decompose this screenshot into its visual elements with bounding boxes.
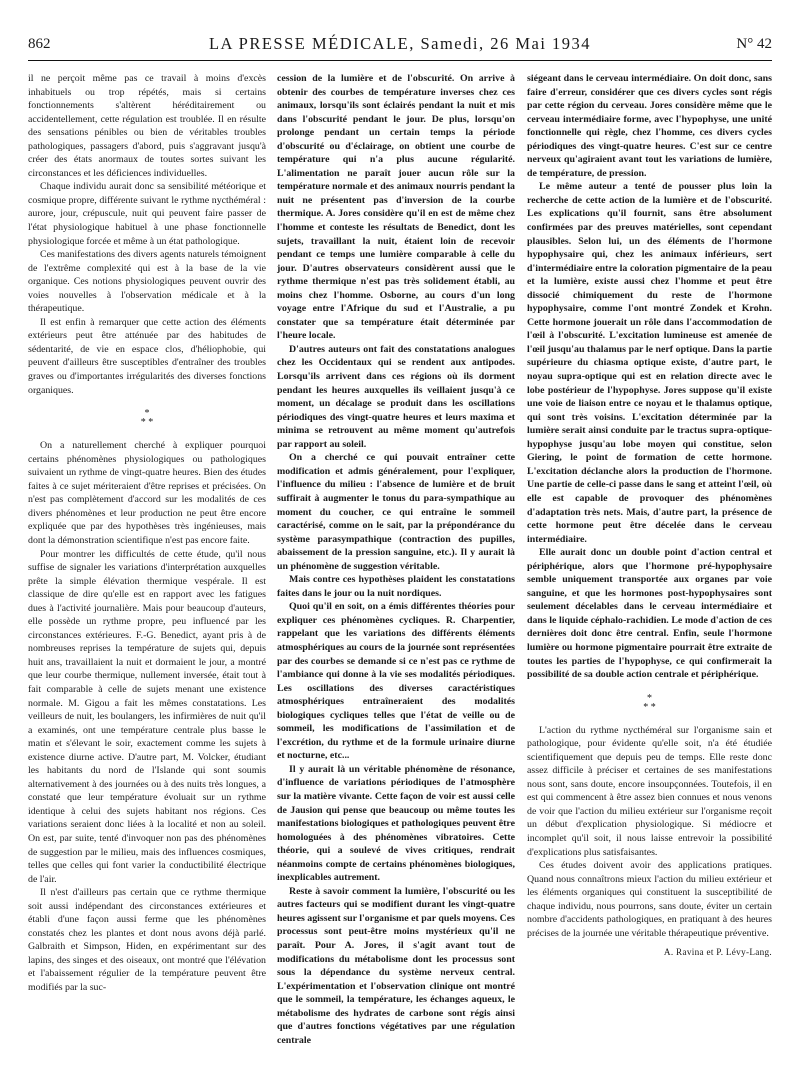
paragraph: On a cherché ce qui pouvait entraîner cette modification et admis généralement, pour l'expliquer, l'influence du milieu : l'absence de lumière et de bruit suffirait à augmenter le tonus du para-sympathique au moment du coucher, ce qui entraîne le sommeil caractérisé, comme on le sait, par la prépondérance du système parasympathique (contraction des pupilles, abaissement de la pression sanguine, etc.). Il y aurait là un phénomène de suggestion véritable. bbox=[277, 452, 515, 572]
paragraph: Ces manifestations des divers agents naturels témoignent de l'extrême complexité qui est à la base de la vie organique. Ces notions physiologiques peuvent ouvrir des voies nouvelles à l'observation médicale et à la thérapeutique. bbox=[28, 249, 266, 315]
section-separator bbox=[28, 409, 266, 427]
paragraph-start: Le même auteur a tenté de pousser plus loin la recherche de cette action de la lumière et de l'obscurité. bbox=[527, 181, 772, 206]
paragraph bbox=[527, 180, 772, 546]
paragraph: il ne perçoit même pas ce travail à moins d'excès inhabituels ou trop répétés, mais si certains fonctionnements s'altèrent héréditairement ou accidentellement, cette régulation est troublée. Il en résulte des sensations pénibles ou bien de véritables troubles pathologiques, passagers d'abord, puis s'aggravant jusqu'à créer des états anormaux de toutes sortes suivant les circonstances et les déficiences individuelles. bbox=[28, 73, 266, 179]
paragraph-rest: On arrive à obtenir des courbes de température inverses chez ces animaux, lorsqu'ils sont éclairés pendant la nuit et mis dans l'obscurité pendant le jour. De plus, lorsqu'on prolonge pendant un certain temps la période d'obscurité ou d'éclairage, on obtient une courbe de température qui n'a plus aucune régularité. L'alimentation ne paraît jouer aucun rôle sur la température normale et des animaux nourris pendant la nuit ne présentent pas d'inversion de la courbe thermique. A. Jores considère qu'il en est de même chez l'homme et conteste les résultats de Benedict, dont les sujets, travaillant la nuit, étaient loin de recevoir pendant ce temps une lumière comparable à celle du jour. D'autres observateurs considèrent aussi que le rythme thermique n'est pas très solidement établi, au moins chez l'homme. Osborne, au cours d'un long voyage entre l'Afrique du sud et l'Australie, a pu constater que sa température était déterminée par l'heure locale. bbox=[277, 73, 515, 342]
paragraph: siégeant dans le cerveau intermédiaire. On doit donc, sans faire d'erreur, considérer que ces divers cycles sont régis par cette région du cerveau. Jores considère même que le cerveau intermédiaire forme, avec l'hypophyse, une unité fonctionnelle qui règle, chez l'homme, ces divers cycles périodiques des vingt-quatre heures. C'est sur ce centre nerveux qu'agiraient avant tout les variations de lumière, de température, de pression. bbox=[527, 73, 772, 179]
paragraph: Ces études doivent avoir des applications pratiques. Quand nous connaîtrons mieux l'action du milieu extérieur et les éléments organiques qui constituent la susceptibilité de chaque individu, nous pourrons, sans doute, éviter un certain nombre d'accidents pathologiques, en pratiquant à des heures précises de la journée une véritable thérapeutique préventive. bbox=[527, 860, 772, 939]
paragraph: Il est enfin à remarquer que cette action des éléments extérieurs peut être atténuée par des habitudes de sédentarité, de vie en espace clos, d'héliophobie, qui peuvent d'ailleurs être susceptibles d'entraîner des troubles graves ou d'importantes irrégularités des diverses fonctions organiques. bbox=[28, 316, 266, 396]
paragraph: Mais contre ces hypothèses plaident les constatations faites dans le jour ou la nuit nordiques. bbox=[277, 574, 515, 599]
asterism: * * * bbox=[643, 692, 656, 713]
page-header bbox=[28, 34, 772, 61]
paragraph: Chaque individu aurait donc sa sensibilité météorique et cosmique propre, différente suivant le rythme nycthéméral : aurore, jour, crépuscule, nuit qui peuvent faire passer de l'état physiologique habituel à une phase fonctionnelle physiologique forcée et même à un état pathologique. bbox=[28, 181, 266, 247]
paragraph: Il y aurait là un véritable phénomène de résonance, d'influence de variations périodiques de l'atmosphère sur la matière vivante. Cette façon de voir est aussi celle de Jausion qui pense que beaucoup ou même toutes les manifestations biologiques et pathologiques peuvent être homologuées à des phénomènes vibratoires. Cette théorie, qui a soulevé de vives critiques, rendrait néanmoins compte de certains phénomènes biologiques, inexplicables autrement. bbox=[277, 763, 515, 884]
asterism: * * * bbox=[140, 408, 154, 429]
paragraph: L'action du rythme nycthéméral sur l'organisme sain et pathologique, pour évidente qu'elle soit, n'a été étudiée scientifiquement que depuis peu de temps. Elle reste donc assez difficile à préciser et certaines de ses manifestations nous sont, sans doute, encore insoupçonnées. Toutefois, il en est qui commencent à être assez bien connues et nous venons de voir que l'action du milieu extérieur sur l'organisme reçoit un début d'explication physiologique. Si médiocre et incomplet qu'il soit, il nous laisse entrevoir la possibilité d'explications plus satisfaisantes. bbox=[527, 724, 772, 858]
issue-number: N° 42 bbox=[736, 36, 772, 52]
paragraph: Il n'est d'ailleurs pas certain que ce rythme thermique soit aussi indépendant des circonstances extérieures et établi d'une façon aussi ferme que les phénomènes constatés chez les plantes et dont nous avons déjà parlé. Galbraith et Simpson, Hiden, en expérimentant sur des lapins, des singes et des oiseaux, ont montré que l'élévation et l'abaissement régulier de la température peuvent être modifiés par la suc- bbox=[28, 887, 266, 993]
paragraph: On a naturellement cherché à expliquer pourquoi certains phénomènes physiologiques ou pathologiques suivaient un rythme de vingt-quatre heures. Bien des études faites à ce sujet mériteraient d'être reprises et précisées. On n'est pas complètement d'accord sur les modalités de ces divers phénomènes et leur production ne peut être encore expliquée que par des hypothèses très ingénieuses, mais dont la démonstration scientifique n'est pas encore faite. bbox=[28, 440, 266, 546]
paragraph: Quoi qu'il en soit, on a émis différentes théories pour expliquer ces phénomènes cycliques. R. Charpentier, rappelant que les variations des différents éléments atmosphériques au cours de la journée sont représentées par des courbes se demande si ce n'est pas ce rythme de l'ambiance qui donne à la vie ses modalités périodiques. Les oscillations des diverses caractéristiques atmosphériques entraîneraient des modalités biologiques cycliques telles que l'état de veille ou de sommeil, les modifications de l'assimilation et de l'excrétion, du rythme et de la formule urinaire diurne et nocturne, etc... bbox=[277, 601, 515, 762]
author-signature: A. Ravina et P. Lévy-Lang. bbox=[663, 947, 772, 958]
column-2 bbox=[277, 72, 515, 1047]
paragraph-start: cession de la lumière et de l'obscurité. bbox=[277, 73, 460, 84]
paragraph: Elle aurait donc un double point d'action central et périphérique, alors que l'hormone pré-hypophysaire semble uniquement transportée aux organes par voie sanguine, et que les hormones post-hypophysaires sont seulement décelables dans le cerveau intermédiaire et dans le liquide céphalo-rachidien. Le mode d'action de ces dernières doit donc être central. Enfin, seule l'hormone lumière ou hormone pigmentaire pourrait être extraite de toutes les parties de l'hypophyse, ce qui confirmerait la possibilité de sa double action centrale et périphérique. bbox=[527, 547, 772, 681]
column-1 bbox=[28, 72, 266, 995]
paragraph: Reste à savoir comment la lumière, l'obscurité ou les autres facteurs qui se modifient durant les vingt-quatre heures agissent sur l'organisme et par quels moyens. Ces processus sont peut-être moins mystérieux qu'il ne paraît. Pour A. Jores, il s'agit avant tout de modifications du métabolisme dont les processus sont sous la dépendance du système nerveux central. L'expérimentation et l'observation clinique ont montré que le sommeil, la température, les échanges aqueux, le métabolisme des hydrates de carbone sont régis ainsi que d'autres fonctions végétatives par une régulation centrale bbox=[277, 885, 515, 1046]
paragraph: D'autres auteurs ont fait des constatations analogues chez les Occidentaux qui se rendent aux antipodes. Lorsqu'ils arrivent dans ces régions où ils dorment pendant les heures auxquelles ils veillaient jusqu'à ce moment, un décalage se produit dans les oscillations périodiques des vingt-quatre heures et leurs maxima et minima se retrouvent au même moment qu'autrefois par rapport au soleil. bbox=[277, 343, 515, 450]
column-3 bbox=[527, 72, 772, 960]
journal-title: LA PRESSE MÉDICALE, Samedi, 26 Mai 1934 bbox=[208, 34, 592, 53]
paragraph-rest: Les explications qu'il fournit, sans être absolument confirmées par des preuves matérielles, sont cependant plausibles. Selon lui, un des éléments de l'hormone hypophysaire qui, chez les animaux inférieurs, sert d'intermédiaire entre la coloration pigmentaire de la peau et la lumière, existe aussi chez l'homme et peut être dissocié chimiquement du reste de l'hormone hypophysaire, comme l'ont montré Zondek et Krohn. Cette hormone jouerait un rôle dans l'accommodation de l'œil à l'obscurité. L'excitation lumineuse est amenée de l'œil jusqu'au thalamus par le nerf optique. Dans la partie supérieure du chiasma optique existe, d'autre part, le noyau supra-optique qui est en relation directe avec le lobe postérieur de l'hypophyse. Jores suppose qu'il existe une voie de liaison entre ce noyau et le thalamus optique, qui sont très voisins. L'excitation déterminée par la lumière serait ainsi conduite par le tractus supra-optique-hypophyse jusqu'au lobe moyen qui constitue, selon Giering, le point de formation de cette hormone. L'excitation déclanche alors la production de l'hormone. Une partie de celle-ci passe dans le sang et atteint l'œil, où elle est capable de provoquer des phénomènes d'adaptation très nets. Mais, d'autre part, la présence de cette hormone peut être décelée dans le cerveau intermédiaire. bbox=[527, 208, 772, 545]
section-separator bbox=[527, 694, 772, 712]
paragraph: Pour montrer les difficultés de cette étude, qu'il nous suffise de signaler les variations d'interprétation auxquelles prête la simple élévation thermique vespérale. Il est classique de dire qu'elle est en rapport avec les fatigues dues à l'activité journalière. Mais pour beaucoup d'auteurs, elle possède un rythme propre, peu influencé par les circonstances extérieures. F.-G. Benedict, ayant pris à de nombreuses reprises la température de sujets qui, depuis huit ans, travaillaient la nuit et dormaient le jour, a montré que leur courbe thermique, nullement inversée, était tout à fait comparable à celle de sujets menant une existence normale. M. Gigou a fait les mêmes constatations. Les veilleurs de nuit, les boulangers, les infirmières de nuit qu'il a examinés, ont une température centrale plus basse le matin et s'élevant le soir, exactement comme les sujets à existence diurne active. D'autre part, M. Volcker, étudiant les habitants du nord de l'Islande qui sont soumis alternativement à des journées ou à des nuits très longues, a constaté que leur température évoluait sur un rythme identique à celui des sujets habitant nos régions. Ces variations seraient donc liées à la localité et non au soleil. On est, par suite, tenté d'invoquer non pas des phénomènes de suggestion par le milieu, mais des influences cosmiques, telles que celles qui font varier la conductibilité électrique de l'air. bbox=[28, 548, 266, 885]
bold-section bbox=[527, 72, 772, 682]
paragraph bbox=[277, 72, 515, 343]
page-number: 862 bbox=[28, 36, 51, 52]
